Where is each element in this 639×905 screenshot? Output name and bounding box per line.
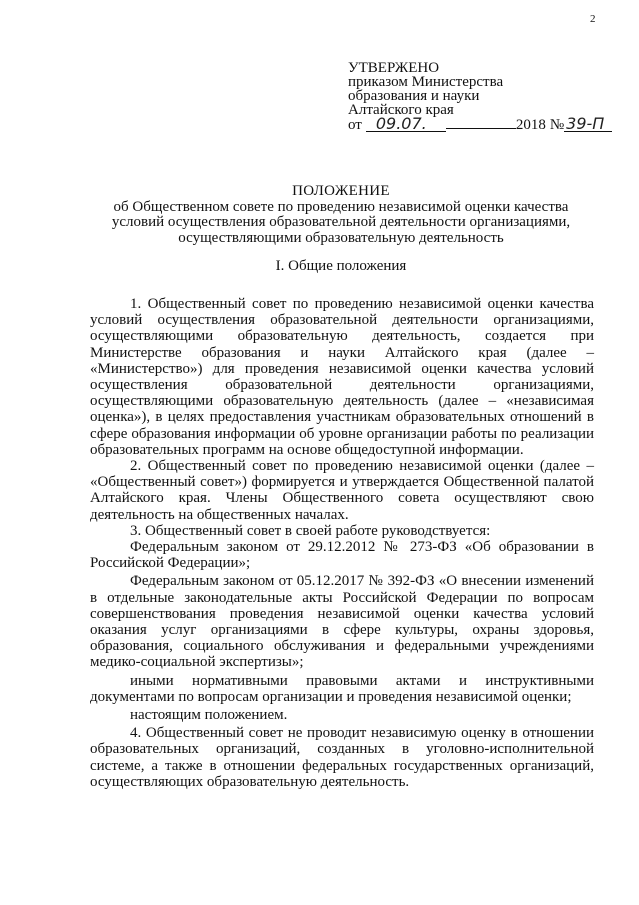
date-underline bbox=[446, 128, 516, 129]
approval-date-line bbox=[348, 114, 612, 133]
page-number: 2 bbox=[590, 13, 596, 25]
paragraph: 4. Общественный совет не проводит независимую оценку в отношении образовательных организаций, созданных в уголовно-исполнительной системе, а также в отношении федеральных государственных организаций, осуществляющих образовательную деятельность. bbox=[90, 725, 594, 790]
title-subline: условий осуществления образовательной деятельности организациями, bbox=[111, 214, 571, 230]
paragraph: иными нормативными правовыми актами и инструктивными документами по вопросам организации и проведения независимой оценки; bbox=[90, 672, 594, 705]
paragraph: Федеральным законом от 05.12.2017 № 392-ФЗ «О внесении изменений в отдельные законодательные акты Российской Федерации по вопросам совершенствования проведения независимой оценки качества условий оказания услуг организациями в сфере культуры, охраны здоровья, образования, социального обслуживания и федеральными учреждениями медико-социальной экспертизы»; bbox=[90, 573, 594, 671]
approval-stamp bbox=[348, 61, 612, 132]
paragraph: 3. Общественный совет в своей работе руководствуется: bbox=[130, 522, 491, 539]
title-subline: осуществляющими образовательную деятельность bbox=[178, 229, 504, 246]
approval-line: образования и науки bbox=[348, 88, 480, 104]
paragraph: настоящим положением. bbox=[130, 707, 288, 724]
approval-line: приказом Министерства bbox=[348, 74, 504, 90]
paragraph: 1. Общественный совет по проведению независимой оценки качества условий осуществления образовательной деятельности организациями, осуществляющими образовательную деятельность, создается при Министерстве образования и науки Алтайского края (далее – «Министерство») для проведения независимой оценки качества условий осуществления образовательной деятельности организациями, осуществляющими образовательную деятельность (далее – «независимая оценка»), в целях предоставления участникам образовательных отношений в сфере образования информации об уровне организации работы по реализации образовательных программ на основе общедоступной информации. bbox=[90, 296, 594, 458]
approval-year: 2018 bbox=[515, 117, 546, 133]
number-sign: № bbox=[549, 117, 565, 133]
section-heading: I. Общие положения bbox=[275, 258, 407, 274]
paragraph: Федеральным законом от 29.12.2012 № 273-ФЗ «Об образовании в Российской Федерации»; bbox=[90, 539, 594, 572]
document-body bbox=[90, 296, 594, 790]
paragraph: 2. Общественный совет по проведению независимой оценки (далее – «Общественный совет») формируется и утверждается Общественной палатой Алтайского края. Члены Общественного совета осуществляют свою деятельность на общественных началах. bbox=[90, 458, 594, 523]
title-subline: об Общественном совете по проведению независимой оценки качества bbox=[113, 198, 569, 215]
approval-heading: УТВЕРЖЕНО bbox=[348, 60, 440, 76]
approval-line: Алтайского края bbox=[348, 102, 454, 118]
handwritten-date: 09.07. bbox=[366, 117, 446, 132]
handwritten-order-number: 39-П bbox=[564, 117, 612, 132]
title-main: ПОЛОЖЕНИЕ bbox=[292, 183, 390, 199]
from-label: от bbox=[348, 117, 362, 133]
document-title bbox=[80, 184, 602, 246]
